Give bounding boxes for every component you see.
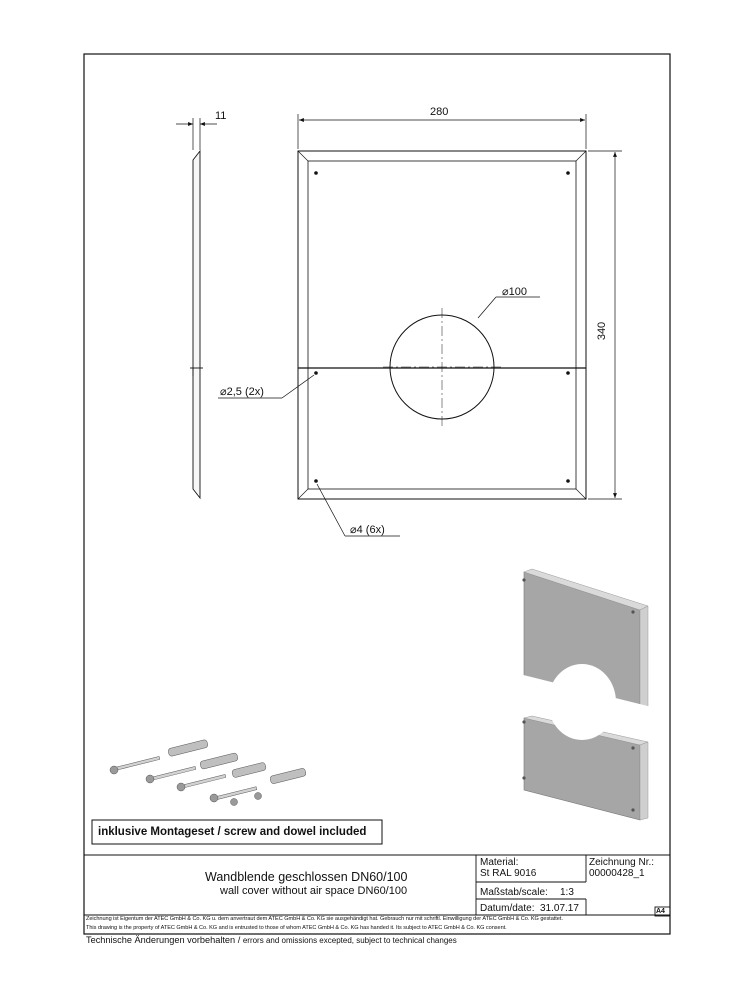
footer-note-english: errors and omissions excepted, subject to technical changes xyxy=(242,936,457,945)
material-label: Material: xyxy=(480,857,519,868)
date-label: Datum/date: xyxy=(480,903,535,914)
wall-cover-3d-illustration xyxy=(515,569,657,820)
front-view-plate xyxy=(298,151,586,499)
side-view xyxy=(190,151,203,498)
drawing-number-value: 00000428_1 xyxy=(589,868,645,879)
split-holes-label: ⌀2,5 (2x) xyxy=(220,386,264,398)
screw-and-dowel-set xyxy=(110,739,306,805)
material-value: St RAL 9016 xyxy=(480,868,537,879)
footer-note-german: Technische Änderungen vorbehalten / xyxy=(86,935,241,945)
corner-holes-label: ⌀4 (6x) xyxy=(350,524,385,536)
montage-set-label: inklusive Montageset / screw and dowel included xyxy=(98,826,367,838)
footer-note xyxy=(86,935,457,945)
width-dimension xyxy=(298,114,586,149)
width-label: 280 xyxy=(430,106,449,118)
thickness-label: 11 xyxy=(215,110,227,122)
drawing-number-label: Zeichnung Nr.: xyxy=(589,857,655,868)
date-value: 31.07.17 xyxy=(540,903,579,914)
thickness-dimension xyxy=(176,118,217,150)
leader-lines xyxy=(218,297,540,536)
scale-value: 1:3 xyxy=(560,887,574,898)
legal-notice-english: This drawing is the property of ATEC GmbH & Co. KG and is entrusted to those of whom ATEC GmbH & Co. KG has handed it. Its subject to ATEC GmbH & Co. KG consent. xyxy=(86,925,507,931)
title-english: wall cover without air space DN60/100 xyxy=(220,885,408,897)
legal-notice-german: Zeichnung ist Eigentum der ATEC GmbH & Co. KG u. dem anvertraut dem ATEC GmbH & Co. KG sie ausgehändigt hat. Gebrauch nur mit schriftl. Einwilligung der ATEC GmbH & Co. KG gestattet. xyxy=(86,916,563,922)
hole-diameter-label: ⌀100 xyxy=(502,286,527,298)
paper-format: A4 xyxy=(656,908,665,915)
scale-label: Maßstab/scale: xyxy=(480,887,548,898)
title-german: Wandblende geschlossen DN60/100 xyxy=(205,870,408,884)
height-label: 340 xyxy=(596,321,609,341)
